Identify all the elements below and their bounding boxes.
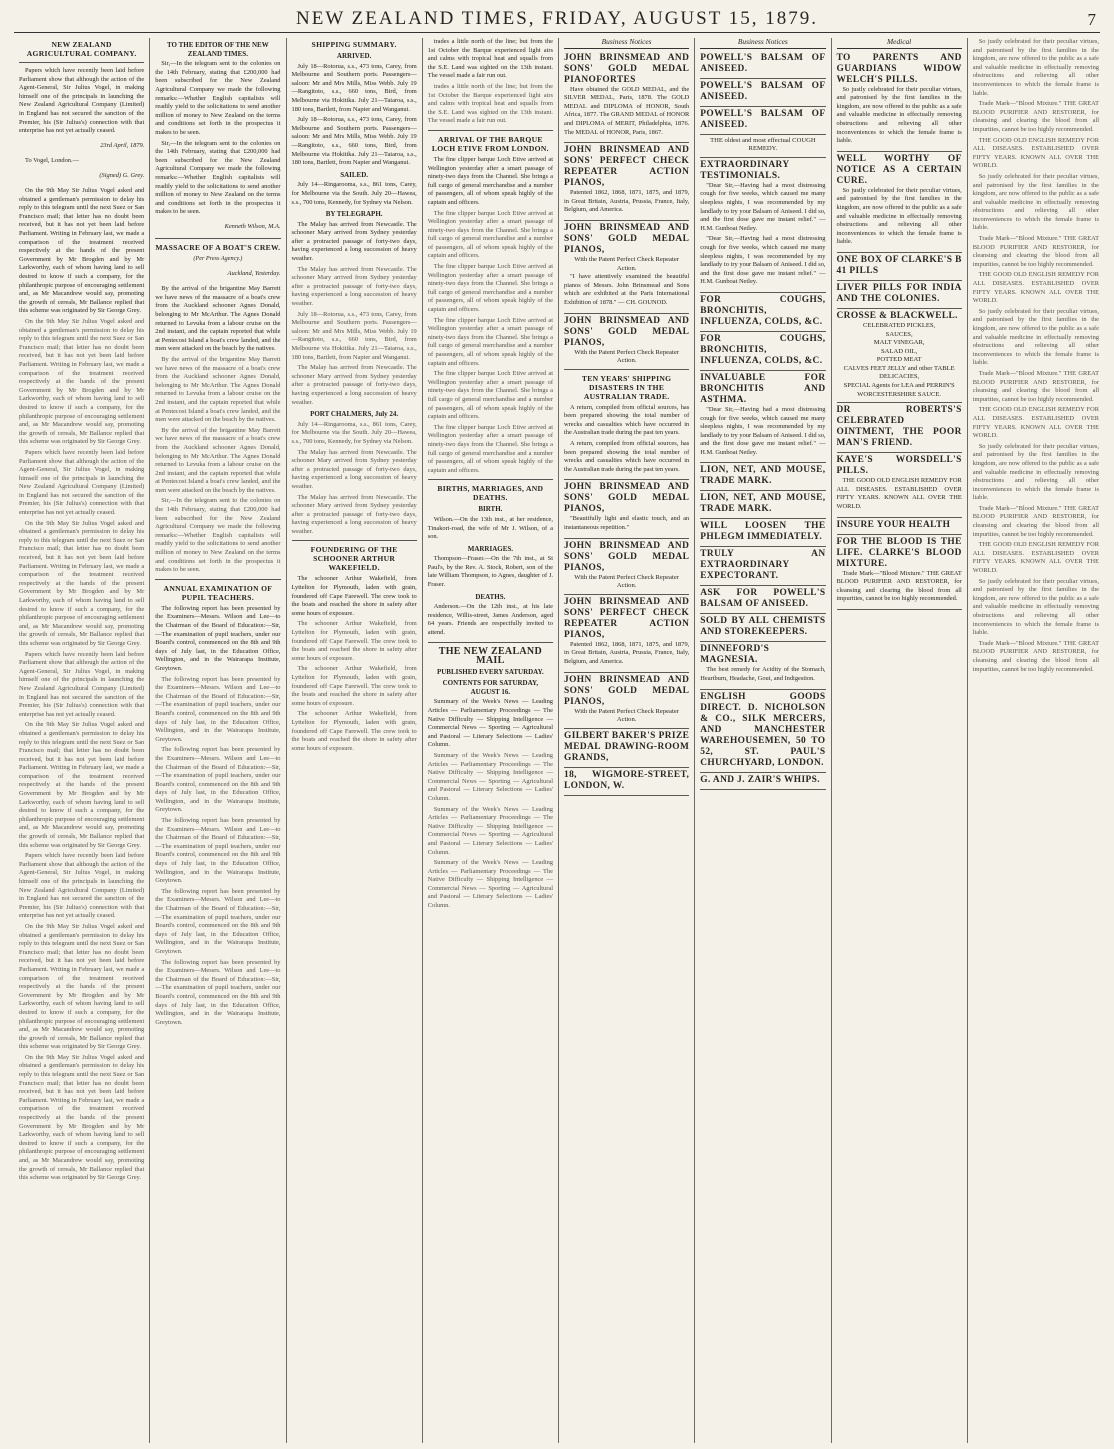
article-paragraph: Papers which have recently been laid before Parliament show that although the action of the Agent-General, Sir Julius Vogel, in making himself one of the principals in launching the New Zealand Agricultural Company (Limited) in England has not secured the sanction of the Premier, his (Sir Julius's) connection with that enterprise has not yet actually ceased.	[19, 67, 145, 135]
article-heading: SHIPPING SUMMARY.	[311, 40, 397, 49]
advertisement: TRULY AN EXTRAORDINARY EXPECTORANT.	[700, 547, 825, 586]
continued-text: The Malay has arrived from Newcastle. The schooner Mary arrived from Sydney yesterday after a protracted passage of forty-two days, having experienced a long succession of heavy weather. July 18—Rotorua, s.s., 473 tons, Carey, from Melbourne and Southern ports. Passengers—saloon: Mr and Mrs Mills, Miss Webb. July 19—Rangitoto, s.s., 660 tons, Bird, from Melbourne via Hokitika. July 21—Taiaroa, s.s., 180 tons, Bartlett, from Napier and Wanganui. The Malay has arrived from Newcastle. The schooner Mary arrived from Sydney yesterday after a protracted passage of forty-two days, having experienced a long succession of heavy weather.	[291, 265, 417, 406]
article-heading: FOUNDERING OF THE SCHOONER ARTHUR WAKEFIELD.	[310, 545, 398, 573]
article-heading: THE NEW ZEALAND MAIL	[438, 645, 542, 666]
continued-text: The following report has been presented by the Examiners—Messrs. Wilson and Lee—to the Chairman of the Board of Education:—Sir,—The examination of pupil teachers, under our Board's control, commenced on the 8th and 9th days of July last, in the Education Office, Wellington, and in the Wairarapa Institute, Greytown. The following report has been presented by the Examiners—Messrs. Wilson and Lee—to the Chairman of the Board of Education:—Sir,—The examination of pupil teachers, under our Board's control, commenced on the 8th and 9th days of July last, in the Education Office, Wellington, and in the Wairarapa Institute, Greytown. The following report has been presented by the Examiners—Messrs. Wilson and Lee—to the Chairman of the Board of Education:—Sir,—The examination of pupil teachers, under our Board's control, commenced on the 8th and 9th days of July last, in the Education Office, Wellington, and in the Wairarapa Institute, Greytown. The following report has been presented by the Examiners—Messrs. Wilson and Lee—to the Chairman of the Board of Education:—Sir,—The examination of pupil teachers, under our Board's control, commenced on the 8th and 9th days of July last, in the Education Office, Wellington, and in the Wairarapa Institute, Greytown. The following report has been presented by the Examiners—Messrs. Wilson and Lee—to the Chairman of the Board of Education:—Sir,—The examination of pupil teachers, under our Board's control, commenced on the 8th and 9th days of July last, in the Education Office, Wellington, and in the Wairarapa Institute, Greytown.	[155, 675, 281, 1026]
advertisement: JOHN BRINSMEAD AND SONS' PERFECT CHECK REPEATER ACTION PIANOS, Patented 1862, 1868, 1871, 1875, and 1879, in Great Britain, Austria, Prussia, France, Italy, Belgium, and America.	[564, 143, 689, 221]
advertisement: WILL LOOSEN THE PHLEGM IMMEDIATELY.	[700, 519, 825, 547]
salutation: To Vogel, London.—	[25, 157, 79, 165]
list-item: SALAD OIL,	[880, 347, 918, 355]
byline: (Per Press Agency.)	[193, 255, 243, 263]
mail-subtitle: PUBLISHED EVERY SATURDAY.	[436, 667, 544, 676]
advertisement: JOHN BRINSMEAD AND SONS' PERFECT CHECK REPEATER ACTION PIANOS, Patented 1862, 1868, 1871, 1875, and 1879, in Great Britain, Austria, Prussia, France, Italy, Belgium, and America.	[564, 595, 689, 673]
advertisement: THE oldest and most effectual COUGH REMEDY.	[700, 135, 825, 158]
continued-text: July 14—Ringarooma, s.s., 861 tons, Carey, for Melbourne via the South. July 20—Hawea, s.s., 700 tons, Kennedy, for Sydney via Nelson. The Malay has arrived from Newcastle. The schooner Mary arrived from Sydney yesterday after a protracted passage of forty-two days, having experienced a long succession of heavy weather. The Malay has arrived from Newcastle. The schooner Mary arrived from Sydney yesterday after a protracted passage of forty-two days, having experienced a long succession of heavy weather.	[291, 420, 417, 535]
advertisement: INSURE YOUR HEALTH	[837, 518, 962, 535]
section-label: CONTENTS FOR SATURDAY, AUGUST 16.	[442, 679, 539, 696]
advertisement: TO PARENTS AND GUARDIANS WIDOW WELCH'S PILLS. So justly celebrated for their peculiar virtues, and patronised by the first families in the kingdom, are now offered to the public as a safe and valuable medicine in effectually removing obstructions and relieving all other inconveniences to which the female frame is liable.	[837, 51, 962, 152]
section-label: ARRIVED.	[336, 52, 372, 60]
list-item: MALT VINEGAR,	[873, 339, 925, 347]
divider	[428, 130, 553, 131]
advertisement: INVALUABLE FOR BRONCHITIS AND ASTHMA. "Dear Sir,—Having had a most distressing cough for five weeks, which caused me many sleepless nights, I was recommended by my landlady to try your Balsam of Aniseed. I did so, and the first dose gave me instant relief." — H.M. Gunboat Netley.	[700, 371, 825, 464]
columns	[14, 38, 1104, 1443]
column-2: TO THE EDITOR OF THE NEW ZEALAND TIMES. Sir,—In the telegram sent to the colonies on the 14th February, stating that £200,000 had been subscribed for the New Zealand Agricultural Company we made the following remarks:—Whether English capitalists will readily yield to the solicitations to send another million of money to New Zealand on the terms and conditions set forth in the prospectus it makes to be seen. Sir,—In the telegram sent to the colonies on the 14th February, stating that £200,000 had been subscribed for the New Zealand Agricultural Company we made the following remarks:—Whether English capitalists will readily yield to the solicitations to send another million of money to New Zealand on the terms and conditions set forth in the prospectus it makes to be seen. Kenneth Wilson, M.A. MASSACRE OF A BOAT'S CREW. (Per Press Agency.) Auckland, Yesterday. By the arrival of the brigantine May Barrett we have news of the massacre of a boat's crew from the Auckland schooner Agnes Donald, belonging to Mr McArthur. The Agnes Donald returned to Levuka from a labour cruise on the 2nd instant, and the captain reported that while at Pentecost Island a boat's crew landed, and the men were attacked on the beach by the natives. By the arrival of the brigantine May Barrett we have news of the massacre of a boat's crew from the Auckland schooner Agnes Donald, belonging to Mr McArthur. The Agnes Donald returned to Levuka from a labour cruise on the 2nd instant, and the captain reported that while at Pentecost Island a boat's crew landed, and the men were attacked on the beach by the natives. By the arrival of the brigantine May Barrett we have news of the massacre of a boat's crew from the Auckland schooner Agnes Donald, belonging to Mr McArthur. The Agnes Donald returned to Levuka from a labour cruise on the 2nd instant, and the captain reported that while at Pentecost Island a boat's crew landed, and the men were attacked on the beach by the natives. Sir,—In the telegram sent to the colonies on the 14th February, stating that £200,000 had been subscribed for the New Zealand Agricultural Company we made the following remarks:—Whether English capitalists will readily yield to the solicitations to send another million of money to New Zealand on the terms and conditions set forth in the prospectus it makes to be seen. ANNUAL EXAMINATION OF PUPIL TEACHERS. The following report has been presented by the Examiners—Messrs. Wilson and Lee—to the Chairman of the Board of Education:—Sir,—The examination of pupil teachers, under our Board's control, commenced on the 8th and 9th days of July last, in the Education Office, Wellington, and in the Wairarapa Institute, Greytown. The following report has been presented by the Examiners—Messrs. Wilson and Lee—to the Chairman of the Board of Education:—Sir,—The examination of pupil teachers, under our Board's control, commenced on the 8th and 9th days of July last, in the Education Office, Wellington, and in the Wairarapa Institute, Greytown. The following report has been presented by the Examiners—Messrs. Wilson and Lee—to the Chairman of the Board of Education:—Sir,—The examination of pupil teachers, under our Board's control, commenced on the 8th and 9th days of July last, in the Education Office, Wellington, and in the Wairarapa Institute, Greytown. The following report has been presented by the Examiners—Messrs. Wilson and Lee—to the Chairman of the Board of Education:—Sir,—The examination of pupil teachers, under our Board's control, commenced on the 8th and 9th days of July last, in the Education Office, Wellington, and in the Wairarapa Institute, Greytown. The following report has been presented by the Examiners—Messrs. Wilson and Lee—to the Chairman of the Board of Education:—Sir,—The examination of pupil teachers, under our Board's control, commenced on the 8th and 9th days of July last, in the Education Office, Wellington, and in the Wairarapa Institute, Greytown. The following report has been presented by the Examiners—Messrs. Wilson and Lee—to the Chairman of the Board of Education:—Sir,—The examination of pupil teachers, under our Board's control, commenced on the 8th and 9th days of July last, in the Education Office, Wellington, and in the Wairarapa Institute, Greytown.	[150, 38, 286, 1443]
continued-text: On the 9th May Sir Julius Vogel asked and obtained a gentleman's permission to delay his reply to this telegram until the next Suez or San Francisco mail; that letter has no doubt been received, but it has not yet been laid before Parliament. Writing in February last, we made a comparison of the treatment received respectively at the hands of the present Government by Mr Brogden and by Mr Larkworthy, each of whom having land to sell desired to know if such a company, for the philanthropic purpose of encouraging settlement and, as Mr Macandrew would say, promoting the growth of cereals, Mr Ballance replied that this scheme was originated by Sir George Grey. Papers which have recently been laid before Parliament show that although the action of the Agent-General, Sir Julius Vogel, in making himself one of the principals in launching the New Zealand Agricultural Company (Limited) in England has not secured the sanction of the Premier, his (Sir Julius's) connection with that enterprise has not yet actually ceased. On the 9th May Sir Julius Vogel asked and obtained a gentleman's permission to delay his reply to this telegram until the next Suez or San Francisco mail; that letter has no doubt been received, but it has not yet been laid before Parliament. Writing in February last, we made a comparison of the treatment received respectively at the hands of the present Government by Mr Brogden and by Mr Larkworthy, each of whom having land to sell desired to know if such a company, for the philanthropic purpose of encouraging settlement and, as Mr Macandrew would say, promoting the growth of cereals, Mr Ballance replied that this scheme was originated by Sir George Grey. Papers which have recently been laid before Parliament show that although the action of the Agent-General, Sir Julius Vogel, in making himself one of the principals in launching the New Zealand Agricultural Company (Limited) in England has not secured the sanction of the Premier, his (Sir Julius's) connection with that enterprise has not yet actually ceased. On the 9th May Sir Julius Vogel asked and obtained a gentleman's permission to delay his reply to this telegram until the next Suez or San Francisco mail; that letter has no doubt been received, but it has not yet been laid before Parliament. Writing in February last, we made a comparison of the treatment received respectively at the hands of the present Government by Mr Brogden and by Mr Larkworthy, each of whom having land to sell desired to know if such a company, for the philanthropic purpose of encouraging settlement and, as Mr Macandrew would say, promoting the growth of cereals, Mr Ballance replied that this scheme was originated by Sir George Grey. Papers which have recently been laid before Parliament show that although the action of the Agent-General, Sir Julius Vogel, in making himself one of the principals in launching the New Zealand Agricultural Company (Limited) in England has not secured the sanction of the Premier, his (Sir Julius's) connection with that enterprise has not yet actually ceased. On the 9th May Sir Julius Vogel asked and obtained a gentleman's permission to delay his reply to this telegram until the next Suez or San Francisco mail; that letter has no doubt been received, but it has not yet been laid before Parliament. Writing in February last, we made a comparison of the treatment received respectively at the hands of the present Government by Mr Brogden and by Mr Larkworthy, each of whom having land to sell desired to know if such a company, for the philanthropic purpose of encouraging settlement and, as Mr Macandrew would say, promoting the growth of cereals, Mr Ballance replied that this scheme was originated by Sir George Grey. On the 9th May Sir Julius Vogel asked and obtained a gentleman's permission to delay his reply to this telegram until the next Suez or San Francisco mail; that letter has no doubt been received, but it has not yet been laid before Parliament. Writing in February last, we made a comparison of the treatment received respectively at the hands of the present Government by Mr Brogden and by Mr Larkworthy, each of whom having land to sell desired to know if such a company, for the philanthropic purpose of encouraging settlement and, as Mr Macandrew would say, promoting the growth of cereals, Mr Ballance replied that this scheme was originated by Sir George Grey.	[19, 318, 145, 1182]
article: TEN YEARS' SHIPPING DISASTERS IN THE AUSTRALIAN TRADE. A return, compiled from official sources, has been prepared showing the total number of wrecks and casualties which have occurred in the Australian trade during the past ten years. A return, compiled from official sources, has been prepared showing the total number of wrecks and casualties which have occurred in the Australian trade during the past ten years.	[564, 370, 689, 481]
telegraph-news: The Malay has arrived from Newcastle. The schooner Mary arrived from Sydney yesterday after a protracted passage of forty-two days, having experienced a long succession of heavy weather.	[291, 220, 417, 263]
article-heading: NEW ZEALAND AGRICULTURAL COMPANY.	[26, 40, 137, 58]
article-paragraph: trades a little north of the line; but from the 1st October the Barque experienced light airs and calms with tropical heat and squalls from the S.E. Land was sighted on the 13th instant. The vessel made a fair run out.	[427, 38, 553, 80]
mail-contents: Summary of the Week's News — Leading Articles — Parliamentary Proceedings — The Native Difficulty — Shipping Intelligence — Commercial News — Sporting — Agricultural and Pastoral — Literary Selections — Ladies' Column.	[427, 698, 553, 749]
column-1	[14, 38, 150, 1443]
article-paragraph: On the 9th May Sir Julius Vogel asked and obtained a gentleman's permission to delay his reply to this telegram until the next Suez or San Francisco mail; that letter has no doubt been received, but it has not yet been laid before Parliament. Writing in February last, we made a comparison of the treatment received respectively at the hands of the present Government by Mr Brogden and by Mr Larkworthy, each of whom having land to sell desired to know if such a company, for the philanthropic purpose of encouraging settlement and, as Mr Macandrew would say, promoting the growth of cereals, Mr Ballance replied that this scheme was originated by Sir George Grey.	[19, 187, 145, 315]
section-label: BIRTH.	[478, 505, 503, 514]
advertisement: FOR COUGHS, BRONCHITIS, INFLUENZA, COLDS, &C.	[700, 332, 825, 371]
list-item: POTTED MEAT	[876, 356, 922, 364]
continued-text: By the arrival of the brigantine May Barrett we have news of the massacre of a boat's crew from the Auckland schooner Agnes Donald, belonging to Mr McArthur. The Agnes Donald returned to Levuka from a labour cruise on the 2nd instant, and the captain reported that while at Pentecost Island a boat's crew landed, and the men were attacked on the beach by the natives. By the arrival of the brigantine May Barrett we have news of the massacre of a boat's crew from the Auckland schooner Agnes Donald, belonging to Mr McArthur. The Agnes Donald returned to Levuka from a labour cruise on the 2nd instant, and the captain reported that while at Pentecost Island a boat's crew landed, and the men were attacked on the beach by the natives. Sir,—In the telegram sent to the colonies on the 14th February, stating that £200,000 had been subscribed for the New Zealand Agricultural Company we made the following remarks:—Whether English capitalists will readily yield to the solicitations to send another million of money to New Zealand on the terms and conditions set forth in the prospectus it makes to be seen.	[155, 355, 281, 574]
column-6	[695, 38, 831, 1443]
advertisement: EXTRAORDINARY TESTIMONIALS. "Dear Sir,—Having had a most distressing cough for five weeks, which caused me many sleepless nights, I was recommended by my landlady to try your Balsam of Aniseed. I did so, and the first dose gave me instant relief." — H.M. Gunboat Netley. "Dear Sir,—Having had a most distressing cough for five weeks, which caused me many sleepless nights, I was recommended by my landlady to try your Balsam of Aniseed. I did so, and the first dose gave me instant relief." — H.M. Gunboat Netley.	[700, 158, 825, 293]
notice: Wilson.—On the 13th inst., at her residence, Tinakori-road, the wife of Mr J. Wilson, of a son.	[427, 515, 553, 541]
notice: Thompson—Fraser.—On the 7th inst., at St Paul's, by the Rev. A. Stock, Robert, son of the late William Thompson, to Agnes, daughter of J. Fraser.	[427, 555, 553, 589]
editor-heading: TO THE EDITOR OF THE NEW ZEALAND TIMES.	[167, 41, 269, 58]
column-3: SHIPPING SUMMARY. ARRIVED. July 18—Rotorua, s.s., 473 tons, Carey, from Melbourne and Southern ports. Passengers—saloon: Mr and Mrs Mills, Miss Webb. July 19—Rangitoto, s.s., 660 tons, Bird, from Melbourne via Hokitika. July 21—Taiaroa, s.s., 180 tons, Bartlett, from Napier and Wanganui. July 18—Rotorua, s.s., 473 tons, Carey, from Melbourne and Southern ports. Passengers—saloon: Mr and Mrs Mills, Miss Webb. July 19—Rangitoto, s.s., 660 tons, Bird, from Melbourne via Hokitika. July 21—Taiaroa, s.s., 180 tons, Bartlett, from Napier and Wanganui. SAILED. July 14—Ringarooma, s.s., 861 tons, Carey, for Melbourne via the South. July 20—Hawea, s.s., 700 tons, Kennedy, for Sydney via Nelson. BY TELEGRAPH. The Malay has arrived from Newcastle. The schooner Mary arrived from Sydney yesterday after a protracted passage of forty-two days, having experienced a long succession of heavy weather. The Malay has arrived from Newcastle. The schooner Mary arrived from Sydney yesterday after a protracted passage of forty-two days, having experienced a long succession of heavy weather. July 18—Rotorua, s.s., 473 tons, Carey, from Melbourne and Southern ports. Passengers—saloon: Mr and Mrs Mills, Miss Webb. July 19—Rangitoto, s.s., 660 tons, Bird, from Melbourne via Hokitika. July 21—Taiaroa, s.s., 180 tons, Bartlett, from Napier and Wanganui. The Malay has arrived from Newcastle. The schooner Mary arrived from Sydney yesterday after a protracted passage of forty-two days, having experienced a long succession of heavy weather. PORT CHALMERS, July 24. July 14—Ringarooma, s.s., 861 tons, Carey, for Melbourne via the South. July 20—Hawea, s.s., 700 tons, Kennedy, for Sydney via Nelson. The Malay has arrived from Newcastle. The schooner Mary arrived from Sydney yesterday after a protracted passage of forty-two days, having experienced a long succession of heavy weather. The Malay has arrived from Newcastle. The schooner Mary arrived from Sydney yesterday after a protracted passage of forty-two days, having experienced a long succession of heavy weather. FOUNDERING OF THE SCHOONER ARTHUR WAKEFIELD. The schooner Arthur Wakefield, from Lyttelton for Plymouth, laden with grain, foundered off Cape Farewell. The crew took to the boats and reached the shore in safety after some hours of exposure. The schooner Arthur Wakefield, from Lyttelton for Plymouth, laden with grain, foundered off Cape Farewell. The crew took to the boats and reached the shore in safety after some hours of exposure. The schooner Arthur Wakefield, from Lyttelton for Plymouth, laden with grain, foundered off Cape Farewell. The crew took to the boats and reached the shore in safety after some hours of exposure. The schooner Arthur Wakefield, from Lyttelton for Plymouth, laden with grain, foundered off Cape Farewell. The crew took to the boats and reached the shore in safety after some hours of exposure.	[287, 38, 423, 1443]
masthead	[14, 6, 1100, 33]
advertisement: G. AND J. ZAIR'S WHIPS.	[700, 773, 825, 790]
advertisement: FOR THE BLOOD IS THE LIFE. CLARKE'S BLOOD MIXTURE. Trade Mark—"Blood Mixture." THE GREAT BLOOD PURIFIER AND RESTORER, for cleansing and clearing the blood from all impurities, cannot be too highly recommended.	[837, 535, 962, 610]
advertisement: JOHN BRINSMEAD AND SONS' GOLD MEDAL PIANOS, With the Patent Perfect Check Repeater Action. "I have attentively examined the beautiful pianos of Messrs. John Brinsmead and Sons which are exhibited at the Paris International Exhibition of 1878." — CH. GOUNOD.	[564, 221, 689, 314]
section-heading: Business Notices	[564, 38, 689, 49]
continued-text: trades a little north of the line; but from the 1st October the Barque experienced light airs and calms with tropical heat and squalls from the S.E. Land was sighted on the 13th instant. The vessel made a fair run out.	[427, 82, 553, 125]
advertisement: POWELL'S BALSAM OF ANISEED.	[700, 51, 825, 79]
column-5	[559, 38, 695, 1443]
continued-text: So justly celebrated for their peculiar virtues, and patronised by the first families in the kingdom, are now offered to the public as a safe and valuable medicine in effectually removing obstructions and relieving all other inconveniences to which the female frame is liable. Trade Mark—"Blood Mixture." THE GREAT BLOOD PURIFIER AND RESTORER, for cleansing and clearing the blood from all impurities, cannot be too highly recommended. THE GOOD OLD ENGLISH REMEDY FOR ALL DISEASES. ESTABLISHED OVER FIFTY YEARS. KNOWN ALL OVER THE WORLD. So justly celebrated for their peculiar virtues, and patronised by the first families in the kingdom, are now offered to the public as a safe and valuable medicine in effectually removing obstructions and relieving all other inconveniences to which the female frame is liable. Trade Mark—"Blood Mixture." THE GREAT BLOOD PURIFIER AND RESTORER, for cleansing and clearing the blood from all impurities, cannot be too highly recommended. THE GOOD OLD ENGLISH REMEDY FOR ALL DISEASES. ESTABLISHED OVER FIFTY YEARS. KNOWN ALL OVER THE WORLD. So justly celebrated for their peculiar virtues, and patronised by the first families in the kingdom, are now offered to the public as a safe and valuable medicine in effectually removing obstructions and relieving all other inconveniences to which the female frame is liable. Trade Mark—"Blood Mixture." THE GREAT BLOOD PURIFIER AND RESTORER, for cleansing and clearing the blood from all impurities, cannot be too highly recommended. THE GOOD OLD ENGLISH REMEDY FOR ALL DISEASES. ESTABLISHED OVER FIFTY YEARS. KNOWN ALL OVER THE WORLD. So justly celebrated for their peculiar virtues, and patronised by the first families in the kingdom, are now offered to the public as a safe and valuable medicine in effectually removing obstructions and relieving all other inconveniences to which the female frame is liable. Trade Mark—"Blood Mixture." THE GREAT BLOOD PURIFIER AND RESTORER, for cleansing and clearing the blood from all impurities, cannot be too highly recommended. THE GOOD OLD ENGLISH REMEDY FOR ALL DISEASES. ESTABLISHED OVER FIFTY YEARS. KNOWN ALL OVER THE WORLD. So justly celebrated for their peculiar virtues, and patronised by the first families in the kingdom, are now offered to the public as a safe and valuable medicine in effectually removing obstructions and relieving all other inconveniences to which the female frame is liable. Trade Mark—"Blood Mixture." THE GREAT BLOOD PURIFIER AND RESTORER, for cleansing and clearing the blood from all impurities, cannot be too highly recommended.	[972, 38, 1099, 673]
divider	[155, 579, 280, 580]
article-heading: MASSACRE OF A BOAT'S CREW.	[155, 243, 281, 253]
advertisement: ASK FOR POWELL'S BALSAM OF ANISEED.	[700, 586, 825, 614]
advertisement: POWELL'S BALSAM OF ANISEED.	[700, 79, 825, 107]
continued-text: The fine clipper barque Loch Etive arrived at Wellington yesterday after a smart passage of ninety-two days from the Channel. She brings a full cargo of general merchandise and a number of passengers, all of whom speak highly of the captain and officers. The fine clipper barque Loch Etive arrived at Wellington yesterday after a smart passage of ninety-two days from the Channel. She brings a full cargo of general merchandise and a number of passengers, all of whom speak highly of the captain and officers. The fine clipper barque Loch Etive arrived at Wellington yesterday after a smart passage of ninety-two days from the Channel. She brings a full cargo of general merchandise and a number of passengers, all of whom speak highly of the captain and officers. The fine clipper barque Loch Etive arrived at Wellington yesterday after a smart passage of ninety-two days from the Channel. She brings a full cargo of general merchandise and a number of passengers, all of whom speak highly of the captain and officers. The fine clipper barque Loch Etive arrived at Wellington yesterday after a smart passage of ninety-two days from the Channel. She brings a full cargo of general merchandise and a number of passengers, all of whom speak highly of the captain and officers.	[427, 209, 553, 474]
column-4	[423, 38, 559, 1443]
list-item: SAUCES,	[885, 330, 913, 338]
signature: (Signed) G. Grey.	[99, 172, 145, 180]
divider	[292, 540, 417, 541]
section-heading: Business Notices	[700, 38, 825, 49]
advertisement: SOLD BY ALL CHEMISTS AND STOREKEEPERS.	[700, 614, 825, 642]
section-label: SAILED.	[340, 170, 369, 179]
shipping-arrivals: July 18—Rotorua, s.s., 473 tons, Carey, from Melbourne and Southern ports. Passengers—saloon: Mr and Mrs Mills, Miss Webb. July 19—Rangitoto, s.s., 660 tons, Bird, from Melbourne via Hokitika. July 21—Taiaroa, s.s., 180 tons, Bartlett, from Napier and Wanganui.	[291, 62, 417, 113]
list-item: CALVES FEET JELLY and other TABLE DELICACIES,	[843, 364, 955, 381]
advertisement: FOR COUGHS, BRONCHITIS, INFLUENZA, COLDS, &C.	[700, 293, 825, 332]
divider	[428, 479, 553, 480]
shipping-sailed: July 14—Ringarooma, s.s., 861 tons, Carey, for Melbourne via the South. July 20—Hawea, s.s., 700 tons, Kennedy, for Sydney via Nelson.	[291, 181, 417, 206]
signature: Kenneth Wilson, M.A.	[224, 223, 281, 231]
column-8	[968, 38, 1104, 1443]
advertisement: KAYE'S WORSDELL'S PILLS. THE GOOD OLD ENGLISH REMEDY FOR ALL DISEASES. ESTABLISHED OVER FIFTY YEARS. KNOWN ALL OVER THE WORLD.	[837, 453, 962, 517]
dateline: 23rd April, 1879.	[100, 142, 145, 150]
section-label: DEATHS.	[475, 592, 506, 601]
column-7	[832, 38, 968, 1443]
section-heading: Medical	[837, 38, 962, 49]
article-heading: ARRIVAL OF THE BARQUE LOCH ETIVE FROM LONDON.	[431, 134, 549, 153]
notice: Anderson.—On the 12th inst., at his late residence, Willis-street, James Anderson, aged 64 years. Friends are respectfully invited to attend.	[427, 603, 553, 637]
section-label: BY TELEGRAPH.	[325, 210, 383, 219]
advertisement: JOHN BRINSMEAD AND SONS' GOLD MEDAL PIANOS, With the Patent Perfect Check Repeater Action.	[564, 314, 689, 370]
list-item: CELEBRATED PICKLES,	[863, 321, 936, 329]
divider	[155, 238, 280, 239]
advertisement: CROSSE & BLACKWELL. CELEBRATED PICKLES, SAUCES, MALT VINEGAR, SALAD OIL, POTTED MEAT CALVES FEET JELLY and other TABLE DELICACIES, SPECIAL Agents for LEA and PERRIN'S WORCESTERSHIRE SAUCE.	[837, 309, 962, 403]
continued-text: Summary of the Week's News — Leading Articles — Parliamentary Proceedings — The Native Difficulty — Shipping Intelligence — Commercial News — Sporting — Agricultural and Pastoral — Literary Selections — Ladies' Column. Summary of the Week's News — Leading Articles — Parliamentary Proceedings — The Native Difficulty — Shipping Intelligence — Commercial News — Sporting — Agricultural and Pastoral — Literary Selections — Ladies' Column. Summary of the Week's News — Leading Articles — Parliamentary Proceedings — The Native Difficulty — Shipping Intelligence — Commercial News — Sporting — Agricultural and Pastoral — Literary Selections — Ladies' Column.	[427, 751, 553, 910]
article-paragraph: The schooner Arthur Wakefield, from Lyttelton for Plymouth, laden with grain, foundered off Cape Farewell. The crew took to the boats and reached the shore in safety after some hours of exposure.	[291, 575, 417, 617]
article-heading: ANNUAL EXAMINATION OF PUPIL TEACHERS.	[163, 583, 273, 602]
advertisement: WELL WORTHY OF NOTICE AS A CERTAIN CURE. So justly celebrated for their peculiar virtues, and patronised by the first families in the kingdom, are now offered to the public as a safe and valuable medicine in effectually removing obstructions and relieving all other inconveniences to which the female frame is liable.	[837, 152, 962, 253]
advertisement: DR ROBERTS'S CELEBRATED OINTMENT, THE POOR MAN'S FRIEND.	[837, 403, 962, 453]
advertisement: JOHN BRINSMEAD AND SONS' GOLD MEDAL PIANOS, With the Patent Perfect Check Repeater Action.	[564, 539, 689, 595]
section-label: PORT CHALMERS, July 24.	[310, 410, 399, 419]
advertisement: POWELL'S BALSAM OF ANISEED.	[700, 107, 825, 135]
dateline: Auckland, Yesterday.	[227, 270, 281, 278]
article-paragraph: By the arrival of the brigantine May Barrett we have news of the massacre of a boat's crew from the Auckland schooner Agnes Donald, belonging to Mr McArthur. The Agnes Donald returned to Levuka from a labour cruise on the 2nd instant, and the captain reported that while at Pentecost Island a boat's crew landed, and the men were attacked on the beach by the natives.	[155, 285, 281, 353]
page-number: 7	[1087, 10, 1096, 29]
advertisement: ONE BOX OF CLARKE'S B 41 PILLS	[837, 253, 962, 281]
continued-text: The schooner Arthur Wakefield, from Lyttelton for Plymouth, laden with grain, foundered off Cape Farewell. The crew took to the boats and reached the shore in safety after some hours of exposure. The schooner Arthur Wakefield, from Lyttelton for Plymouth, laden with grain, foundered off Cape Farewell. The crew took to the boats and reached the shore in safety after some hours of exposure. The schooner Arthur Wakefield, from Lyttelton for Plymouth, laden with grain, foundered off Cape Farewell. The crew took to the boats and reached the shore in safety after some hours of exposure.	[291, 620, 417, 752]
advertisement: LION, NET, AND MOUSE, TRADE MARK.	[700, 491, 825, 519]
article-paragraph: The fine clipper barque Loch Etive arrived at Wellington yesterday after a smart passage of ninety-two days from the Channel. She brings a full cargo of general merchandise and a number of passengers, all of whom speak highly of the captain and officers.	[427, 155, 553, 206]
divider	[428, 642, 553, 643]
page-title: NEW ZEALAND TIMES, FRIDAY, AUGUST 15, 1879.	[296, 8, 818, 29]
advertisement: JOHN BRINSMEAD AND SONS' GOLD MEDAL PIANOFORTES Have obtained the GOLD MEDAL, and the SILVER MEDAL, Paris, 1878. The GOLD MEDAL and DIPLOMA of HONOR, South Africa, 1877. The GRAND MEDAL of HONOR and DIPLOMA of MERIT, Philadelphia, 1876. The MEDAL of HONOR, Paris, 1867.	[564, 51, 689, 144]
list-item: SPECIAL Agents for LEA and PERRIN'S WORCESTERSHIRE SAUCE.	[843, 382, 955, 398]
advertisement: JOHN BRINSMEAD AND SONS' GOLD MEDAL PIANOS, "Beautifully light and elastic touch, and an instantaneous repetition."	[564, 480, 689, 538]
advertisement: 18, WIGMORE-STREET, LONDON, W.	[564, 768, 689, 796]
advertisement: ENGLISH GOODS DIRECT. D. NICHOLSON & CO., SILK MERCERS, AND MANCHESTER WAREHOUSEMEN, 50 TO 52, ST. PAUL'S CHURCHYARD, LONDON.	[700, 690, 825, 773]
advertisement: DINNEFORD'S MAGNESIA. The best remedy for Acidity of the Stomach, Heartburn, Headache, Gout, and Indigestion.	[700, 642, 825, 689]
article-paragraph: The following report has been presented by the Examiners—Messrs. Wilson and Lee—to the Chairman of the Board of Education:—Sir,—The examination of pupil teachers, under our Board's control, commenced on the 8th and 9th days of July last, in the Education Office, Wellington, and in the Wairarapa Institute, Greytown.	[155, 604, 281, 672]
article-heading: BIRTHS, MARRIAGES, AND DEATHS.	[437, 484, 544, 503]
advertisement: LION, NET, AND MOUSE, TRADE MARK.	[700, 463, 825, 491]
letter-paragraph: Sir,—In the telegram sent to the colonies on the 14th February, stating that £200,000 had been subscribed for the New Zealand Agricultural Company we made the following remarks:—Whether English capitalists will readily yield to the solicitations to send another million of money to New Zealand on the terms and conditions set forth in the prospectus it makes to be seen.	[155, 60, 281, 136]
advertisement: GILBERT BAKER'S PRIZE MEDAL DRAWING-ROOM GRANDS,	[564, 729, 689, 768]
divider	[19, 62, 144, 63]
advertisement: JOHN BRINSMEAD AND SONS' GOLD MEDAL PIANOS, With the Patent Perfect Check Repeater Action.	[564, 673, 689, 729]
section-label: MARRIAGES.	[467, 544, 514, 553]
advertisement: LIVER PILLS FOR INDIA AND THE COLONIES.	[837, 281, 962, 309]
